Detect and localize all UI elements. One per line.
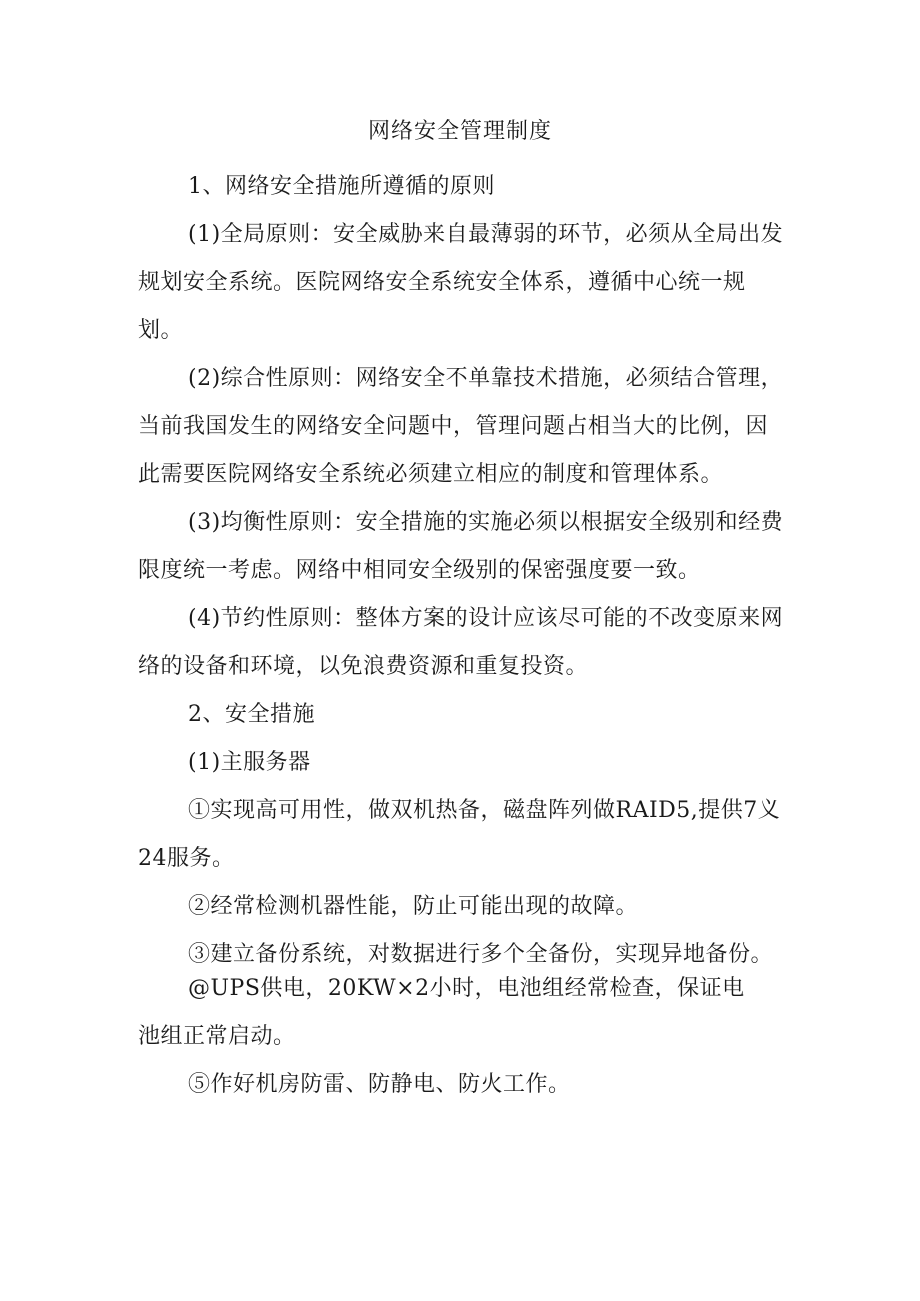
list-item-machine-room-protection: ⑤作好机房防雷、防静电、防火工作。 [188,1072,571,1097]
paragraph-balance-principle: (3)均衡性原则：安全措施的实施必须以根据安全级别和经费限度统一考虑。网络中相同安全级别的保密强度要一致。 [138,510,784,583]
paragraph-economy-principle: (4)节约性原则：整体方案的设计应该尽可能的不改变原来网络的设备和环境，以免浪费资源和重复投资。 [138,606,784,679]
subheading-main-server: (1)主服务器 [188,750,311,775]
paragraph-comprehensive-principle: (2)综合性原则：网络安全不单靠技术措施，必须结合管理，当前我国发生的网络安全问题中，管理问题占相当大的比例，因此需要医院网络安全系统必须建立相应的制度和管理体系。 [138,366,784,487]
document-title: 网络安全管理制度 [367,119,552,144]
document-body [138,163,788,1109]
list-item-high-availability: ①实现高可用性，做双机热备，磁盘阵列做RAID5,提供7义24服务。 [138,798,781,871]
list-item-ups-power-continued: 池组正常启动。 [138,1024,296,1049]
paragraph-global-principle: (1)全局原则：安全威胁来自最薄弱的环节，必须从全局出发规划安全系统。医院网络安全系统安全体系，遵循中心统一规划。 [138,222,784,343]
list-item-backup-system: ③建立备份系统，对数据进行多个全备份，实现异地备份。 [188,942,774,967]
heading-security-measures: 2、安全措施 [188,702,315,727]
heading-principles: 1、网络安全措施所遵循的原则 [188,174,495,199]
list-item-ups-power: @UPS供电，20KW×2小时，电池组经常检查，保证电 [188,976,745,1001]
list-item-performance-check: ②经常检测机器性能，防止可能出现的故障。 [188,894,639,919]
